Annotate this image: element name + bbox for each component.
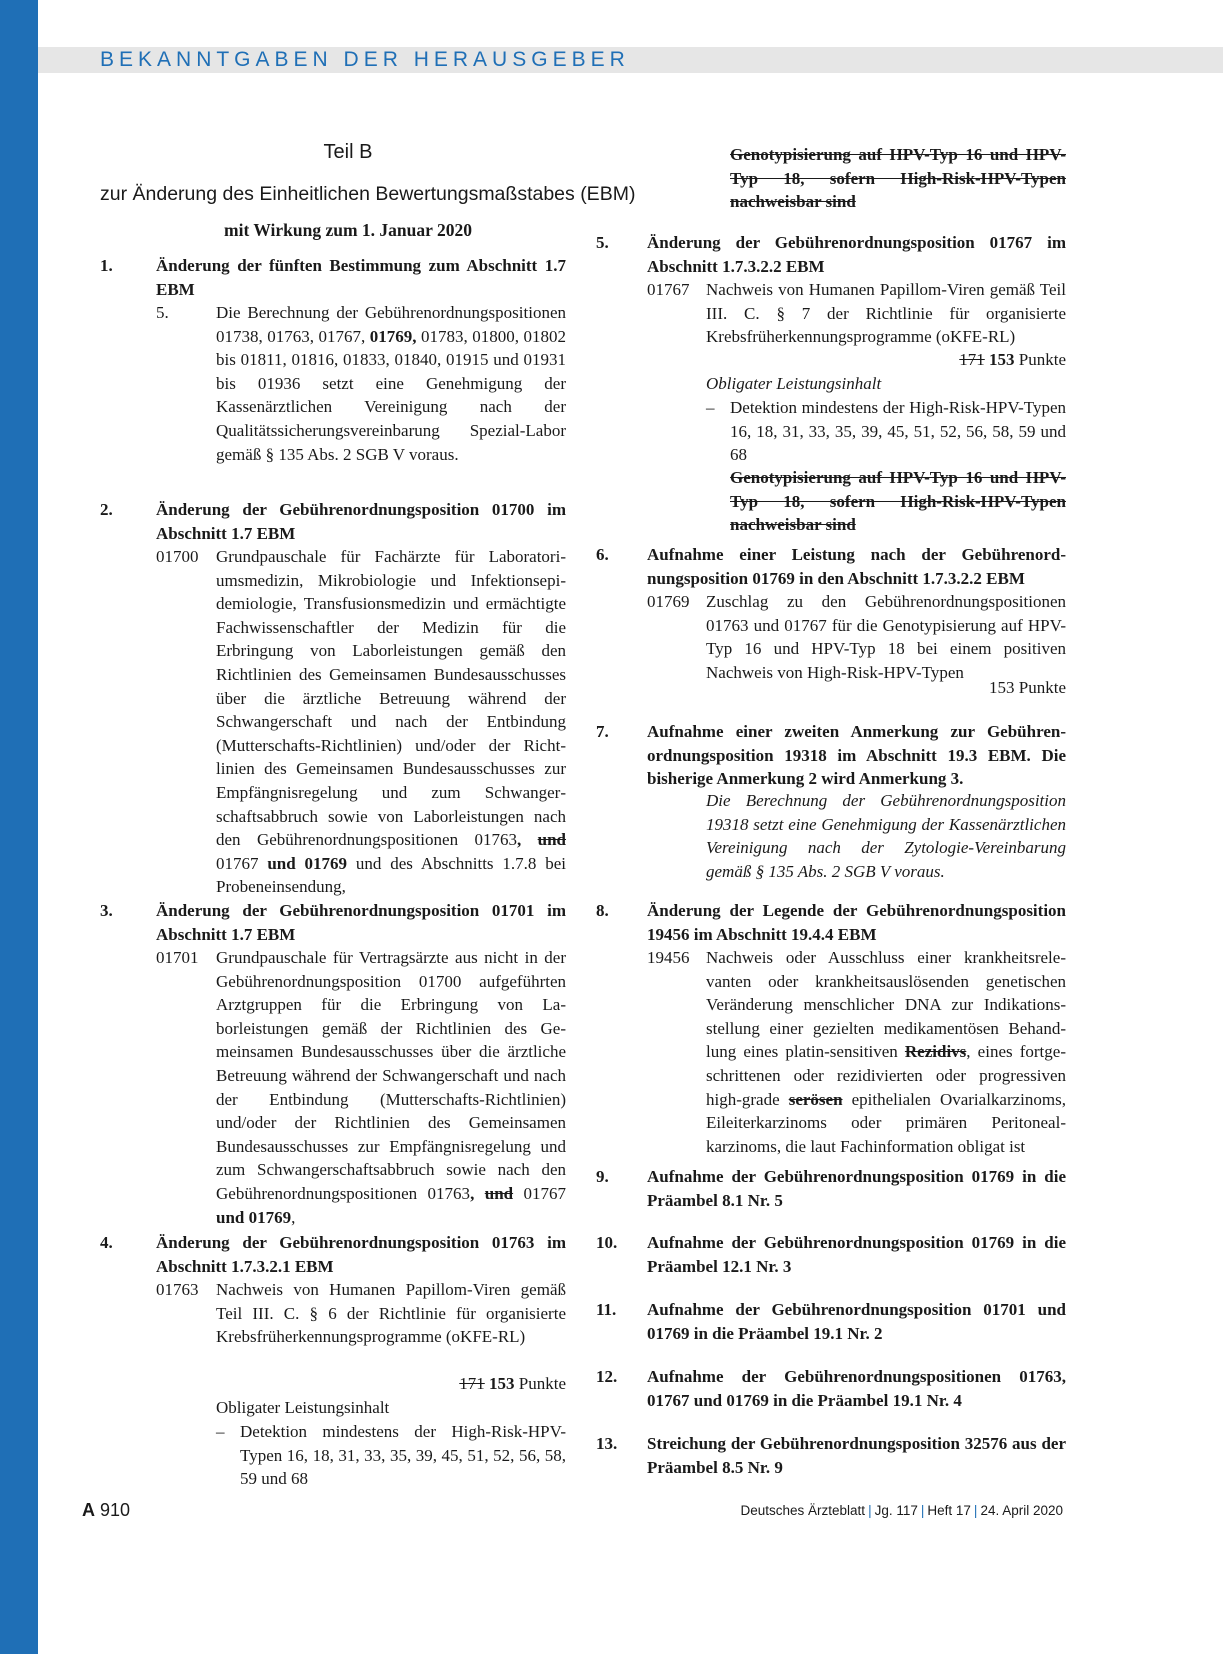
title-part: Teil B xyxy=(323,141,373,163)
item-heading: Aufnahme einer zweiten Anmerkung zur Gebührenordnungsposition 19318 im Abschnitt 19.3 EBM. Die bisherige Anmerkung 2 wird Anmerkung 3. xyxy=(647,722,1066,789)
body-text: , eines fortgeschrittenen oder rezidivierten oder progressiven high-grade xyxy=(706,1042,1066,1109)
title-effective-date: mit Wirkung zum 1. Januar 2020 xyxy=(224,220,472,240)
fee-code: 19456 xyxy=(647,948,690,967)
item-number: 4. xyxy=(100,1233,113,1252)
item-4 xyxy=(100,1231,566,1489)
blue-sidebar-bar xyxy=(0,0,38,1654)
list-item-text: Detektion mindestens der High-Risk-HPV-Typen 16, 18, 31, 33, 35, 39, 45, 51, 52, 56, 58, 59 und 68 xyxy=(730,398,1066,465)
list-dash: – xyxy=(706,398,715,417)
item-9 xyxy=(596,1165,1066,1213)
item-heading: Änderung der Gebührenordnungsposition 01700 im Abschnitt 1.7 EBM xyxy=(156,500,566,543)
item-heading: Änderung der fünften Bestimmung zum Abschnitt 1.7 EBM xyxy=(156,256,566,299)
item-heading: Aufnahme einer Leistung nach der Gebührenordnungsposition 01769 in den Abschnitt 1.7.3.2.2 EBM xyxy=(647,545,1066,588)
points-line xyxy=(706,348,1066,372)
item-6 xyxy=(596,543,1066,703)
list-dash: – xyxy=(216,1422,225,1441)
item-number: 7. xyxy=(596,722,609,741)
points-unit: Punkte xyxy=(1014,350,1066,369)
item-heading: Änderung der Gebührenordnungsposition 01763 im Abschnitt 1.7.3.2.1 EBM xyxy=(156,1233,566,1276)
item-heading: Aufnahme der Gebührenordnungsposition 01769 in die Präambel 12.1 Nr. 3 xyxy=(647,1233,1066,1276)
body-text: , xyxy=(291,1207,296,1227)
item-number: 13. xyxy=(596,1434,618,1453)
item-heading: Aufnahme der Gebührenordnungspositionen 01763, 01767 und 01769 in die Präambel 19.1 Nr. 4 xyxy=(647,1367,1066,1410)
item-number: 8. xyxy=(596,901,609,920)
deleted-text: serösen xyxy=(788,1089,843,1109)
fee-code: 01700 xyxy=(156,547,199,566)
body-text: 01783, 01800, 01802 bis 01811, 01816, 01833, 01840, 01915 und 01931 bis 01936 setzt eine Genehmigung der Kassenärztlichen Vereinigung nach der Qualitätssicherungsvereinbarung Spezial-Labor gemäß § 135 Abs. 2 SGB V voraus. xyxy=(216,326,566,464)
item-body: Nachweis von Humanen Papillom-Viren gemäß Teil III. C. § 7 der Richtlinie für organisierte Krebsfrüherkennungsprogramme (oKFE-RL) xyxy=(706,280,1066,347)
item-heading: Streichung der Gebührenordnungsposition 32576 aus der Präambel 8.5 Nr. 9 xyxy=(647,1434,1066,1477)
item-body xyxy=(216,301,566,466)
deleted-text: Rezidivs xyxy=(904,1042,967,1062)
fee-code: 01769 xyxy=(647,592,690,611)
item-10 xyxy=(596,1231,1066,1279)
item-body: Zuschlag zu den Gebührenordnungspositionen 01763 und 01767 für die Genotypisierung auf HPV-Typ 16 und HPV-Typ 18 bei einem positiven Nachweis von High-Risk-HPV-Typen xyxy=(706,592,1066,682)
points-line xyxy=(216,1372,566,1396)
item-13 xyxy=(596,1432,1066,1480)
item-body xyxy=(706,946,1066,1158)
body-text: Grundpauschale für Fachärzte für Laboratoriumsmedizin, Mikrobiologie und Infektionsepidemiologie, Transfusionsmedizin und ermächtigte Fachwissenschaftler der Medizin für die Erbringung von Laborleistungen gemäß den Richtlinien des Gemeinsamen Bundesausschusses über die ärztliche Betreuung während der Schwangerschaft und nach der Entbindung (Mutterschafts-Richtlinien) und/oder der Richtlinien des Gemeinsamen Bundesausschusses zur Empfängnisregelung und zum Schwangerschaftsabbruch sowie von Laborleistungen nach den Gebührenordnungspositionen 01763 xyxy=(216,547,566,850)
continued-strike-item xyxy=(626,143,1066,215)
item-heading: Änderung der Gebührenordnungsposition 01701 im Abschnitt 1.7 EBM xyxy=(156,901,566,944)
journal-date: 24. April 2020 xyxy=(980,1503,1063,1518)
body-text: 01767 xyxy=(513,1183,567,1203)
body-text-bold: und 01769 xyxy=(267,853,348,873)
points-unit: Punkte xyxy=(514,1374,566,1393)
deleted-text: Genotypisierung auf HPV-Typ 16 und HPV-Typ 18, sofern High-Risk-HPV-Typen nachweisbar sind xyxy=(730,145,1066,212)
title-subject: zur Änderung des Einheitlichen Bewertungsmaßstabes (EBM) xyxy=(100,183,636,205)
deleted-text: und xyxy=(537,830,567,850)
body-text: Die Berechnung der Gebührenordnungspositionen 01738, 01763, 01767, xyxy=(216,303,566,346)
fee-code: 01701 xyxy=(156,948,199,967)
body-text-bold: 01769, xyxy=(369,326,417,346)
separator: | xyxy=(868,1503,872,1518)
new-points: 153 xyxy=(489,1374,515,1393)
item-heading: Änderung der Legende der Gebührenordnungsposition 19456 im Abschnitt 19.4.4 EBM xyxy=(647,901,1066,944)
item-number: 5. xyxy=(596,233,609,252)
body-text: und des Abschnitts 1.7.8 bei Probeneinsendung, xyxy=(216,853,566,897)
sub-number: 5. xyxy=(156,303,169,322)
body-text-bold: , xyxy=(516,830,522,850)
item-body: Nachweis von Humanen Papillom-Viren gemäß Teil III. C. § 6 der Richtlinie für organisierte Krebsfrüherkennungsprogramme (oKFE-RL) xyxy=(216,1280,566,1347)
item-heading: Aufnahme der Gebührenordnungsposition 01769 in die Präambel 8.1 Nr. 5 xyxy=(647,1167,1066,1210)
list-item-text: Detektion mindestens der High-Risk-HPV-Typen 16, 18, 31, 33, 35, 39, 45, 51, 52, 56, 58, 59 und 68 xyxy=(240,1422,566,1489)
item-body xyxy=(216,545,566,899)
fee-code: 01767 xyxy=(647,280,690,299)
item-11 xyxy=(596,1298,1066,1346)
item-number: 12. xyxy=(596,1367,618,1386)
item-number: 10. xyxy=(596,1233,618,1252)
page-prefix: A xyxy=(82,1500,95,1520)
separator: | xyxy=(920,1503,925,1518)
journal-issue: Heft 17 xyxy=(927,1503,971,1518)
item-heading: Änderung der Gebührenordnungsposition 01767 im Abschnitt 1.7.3.2.2 EBM xyxy=(647,233,1066,276)
fee-code: 01763 xyxy=(156,1280,199,1299)
item-7 xyxy=(596,720,1066,880)
separator: | xyxy=(973,1503,978,1518)
body-text-bold: , xyxy=(470,1183,475,1203)
body-text: epithelialen Ovarialkarzinoms, Eileiterkarzinoms oder primären Peritonealkarzinoms, die laut Fachinformation obligat ist xyxy=(706,1089,1066,1156)
section-header: BEKANNTGABEN DER HERAUSGEBER xyxy=(100,48,630,71)
item-number: 2. xyxy=(100,500,113,519)
item-number: 3. xyxy=(100,901,113,920)
deleted-points: 171 xyxy=(459,1374,485,1393)
item-2 xyxy=(100,498,567,897)
deleted-list-item xyxy=(730,143,1066,214)
journal-volume: Jg. 117 xyxy=(874,1503,918,1518)
points-line: 153 Punkte xyxy=(989,678,1066,697)
body-text: Nachweis oder Ausschluss einer krankheitsrelevanten oder krankheitsauslösenden genetischen Veränderung menschlicher DNA zur Indikationsstellung einer gezielten medikamentösen Behandlung eines platin-sensitiven xyxy=(706,948,1066,1062)
deleted-points: 171 xyxy=(959,350,985,369)
body-text: 01767 xyxy=(216,853,268,873)
journal-name: Deutsches Ärzteblatt xyxy=(740,1503,866,1518)
item-heading: Aufnahme der Gebührenordnungsposition 01701 und 01769 in die Präambel 19.1 Nr. 2 xyxy=(647,1300,1066,1343)
item-number: 11. xyxy=(596,1300,617,1319)
item-8 xyxy=(596,899,1066,1156)
page-number xyxy=(82,1500,130,1521)
item-1 xyxy=(100,254,566,484)
item-number: 9. xyxy=(596,1167,609,1186)
new-points: 153 xyxy=(989,350,1015,369)
item-number: 1. xyxy=(100,256,113,275)
item-3 xyxy=(100,899,567,1227)
deleted-text: und xyxy=(484,1183,514,1203)
item-12 xyxy=(596,1365,1066,1413)
body-text: Grundpauschale für Vertragsärzte aus nicht in der Gebührenordnungsposition 01700 aufgeführten Arztgruppen für die Erbringung von Laborleistungen gemäß der Richtlinien des Gemeinsamen Bundesausschusses über die ärztliche Betreuung während der Schwangerschaft und nach der Entbindung (Mutterschafts-Richtlinien) und/oder der Richtlinien des Gemeinsamen Bundesausschusses zur Empfängnisregelung und zum Schwangerschaftsabbruch sowie nach den Gebührenordnungspositionen 01763 xyxy=(216,948,566,1203)
obligatory-content-label: Obligater Leistungsinhalt xyxy=(706,374,882,393)
body-text-bold: und 01769 xyxy=(216,1207,292,1227)
deleted-text: Genotypisierung auf HPV-Typ 16 und HPV-Typ 18, sofern High-Risk-HPV-Typen nachweisbar sind xyxy=(730,468,1066,535)
item-body: Die Berechnung der Gebührenordnungsposition 19318 setzt eine Genehmigung der Kassenärztlichen Vereinigung nach der Zytologie-Vereinbarung gemäß § 135 Abs. 2 SGB V voraus. xyxy=(706,791,1066,881)
obligatory-content-label: Obligater Leistungsinhalt xyxy=(216,1398,390,1417)
item-number: 6. xyxy=(596,545,609,564)
page-num: 910 xyxy=(100,1500,131,1520)
item-body xyxy=(216,946,566,1229)
item-5 xyxy=(596,231,1066,535)
deleted-list-item xyxy=(730,466,1066,537)
journal-citation xyxy=(741,1503,1064,1518)
